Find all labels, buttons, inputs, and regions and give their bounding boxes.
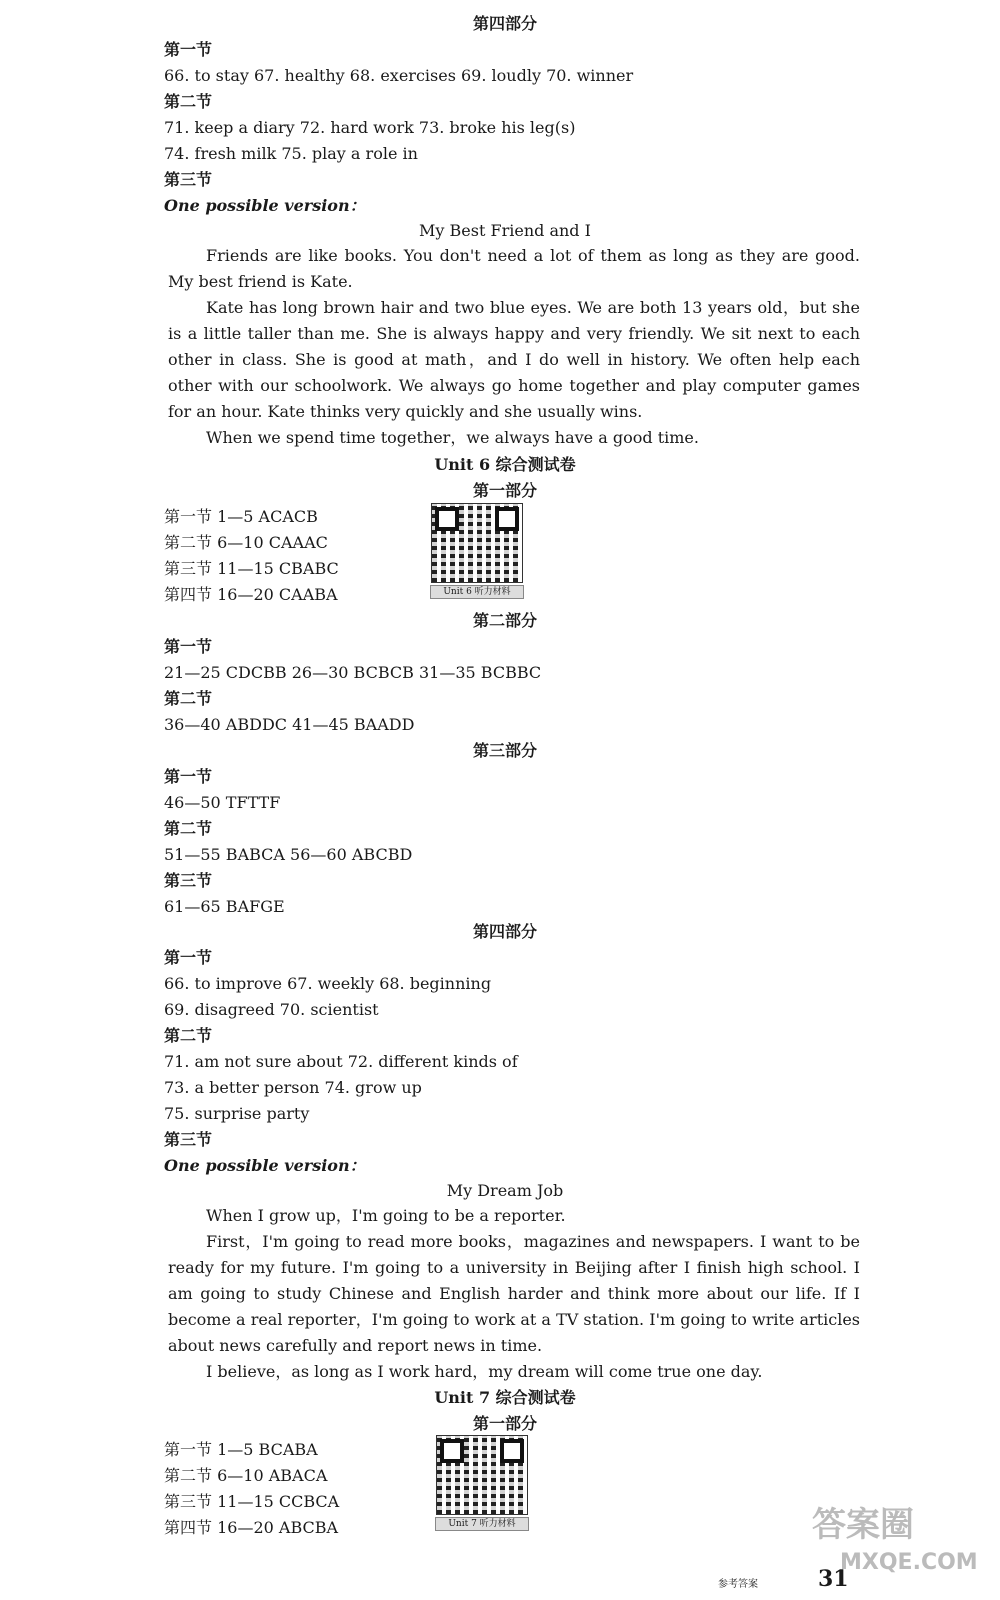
- section-heading: 第三部分: [472, 741, 537, 760]
- answer-line: 21—25 CDCBB 26—30 BCBCB 31—35 BCBBC: [164, 663, 542, 682]
- answer-line: 74. fresh milk 75. play a role in: [164, 144, 418, 163]
- answer-line: 71. keep a diary 72. hard work 73. broke his leg(s): [164, 118, 576, 137]
- answer-line: 75. surprise party: [164, 1104, 310, 1123]
- answer-line: 第四节 16—20 CAABA: [164, 585, 338, 604]
- answer-line: 66. to stay 67. healthy 68. exercises 69. loudly 70. winner: [164, 66, 634, 85]
- answer-line: 第三节 11—15 CCBCA: [164, 1492, 340, 1511]
- answer-line: 46—50 TFTTF: [164, 793, 281, 812]
- subsection-label: 第一节: [164, 767, 213, 786]
- subsection-label: 第三节: [164, 871, 213, 890]
- section-heading: 第一部分: [472, 481, 537, 500]
- answer-line: 61—65 BAFGE: [164, 897, 285, 916]
- unit-title: Unit 7 综合测试卷: [434, 1388, 576, 1407]
- answer-line: 73. a better person 74. grow up: [164, 1078, 422, 1097]
- subsection-label: 第一节: [164, 637, 213, 656]
- answer-line: 第一节 1—5 BCABA: [164, 1440, 318, 1459]
- page-number: 31: [818, 1566, 849, 1592]
- unit-title: Unit 6 综合测试卷: [434, 455, 576, 474]
- footer-label: 参考答案: [718, 1579, 758, 1590]
- section-heading: 第一部分: [472, 1414, 537, 1433]
- answer-line: 第三节 11—15 CBABC: [164, 559, 339, 578]
- subsection-label: 第二节: [164, 92, 213, 111]
- essay-title: My Dream Job: [446, 1181, 564, 1200]
- subsection-label: 第三节: [164, 170, 213, 189]
- qr-code[interactable]: [431, 503, 523, 583]
- section-heading: 第二部分: [472, 611, 537, 630]
- version-label: One possible version：: [164, 1156, 366, 1175]
- subsection-label: 第二节: [164, 1026, 213, 1045]
- qr-caption: Unit 6 听力材料: [430, 585, 524, 599]
- answer-line: 51—55 BABCA 56—60 ABCBD: [164, 845, 413, 864]
- section-heading: 第四部分: [472, 922, 537, 941]
- essay-paragraph: When I grow up，I'm going to be a reporter.: [206, 1206, 566, 1225]
- essay-paragraph: When we spend time together，we always have a good time.: [206, 428, 699, 447]
- essay-paragraph: First，I'm going to read more books，magazines and newspapers. I want to be ready for my future. I'm going to a university in Beijing after I finish high school. I am going to study Chinese and English harder and think more about our life. If I become a real reporter，I'm going to work at a TV station. I'm going to write articles about news carefully and report news in time.: [168, 1232, 860, 1355]
- section-heading: 第四部分: [472, 14, 537, 33]
- essay-paragraph: Kate has long brown hair and two blue eyes. We are both 13 years old，but she is a little taller than me. She is always happy and very friendly. We sit next to each other in class. She is good at math，and I do well in history. We often help each other with our schoolwork. We always go home together and play computer games for an hour. Kate thinks very quickly and she usually wins.: [168, 298, 860, 421]
- answer-line: 第二节 6—10 ABACA: [164, 1466, 328, 1485]
- answer-line: 第一节 1—5 ACACB: [164, 507, 318, 526]
- answer-line: 66. to improve 67. weekly 68. beginning: [164, 974, 492, 993]
- subsection-label: 第一节: [164, 948, 213, 967]
- subsection-label: 第二节: [164, 689, 213, 708]
- version-label: One possible version：: [164, 196, 366, 215]
- essay-paragraph: Friends are like books. You don't need a lot of them as long as they are good. My best friend is Kate.: [168, 246, 860, 291]
- subsection-label: 第三节: [164, 1130, 213, 1149]
- essay-paragraph: I believe，as long as I work hard，my dream will come true one day.: [206, 1362, 763, 1381]
- answer-line: 69. disagreed 70. scientist: [164, 1000, 379, 1019]
- qr-caption: Unit 7 听力材料: [435, 1517, 529, 1531]
- subsection-label: 第一节: [164, 40, 213, 59]
- watermark-url: MXQE.COM: [840, 1550, 978, 1575]
- answer-line: 第四节 16—20 ABCBA: [164, 1518, 339, 1537]
- answer-line: 36—40 ABDDC 41—45 BAADD: [164, 715, 415, 734]
- answer-line: 71. am not sure about 72. different kinds of: [164, 1052, 518, 1071]
- essay-title: My Best Friend and I: [419, 221, 591, 240]
- watermark-logo: 答案圈: [812, 1505, 914, 1545]
- subsection-label: 第二节: [164, 819, 213, 838]
- qr-code[interactable]: [436, 1435, 528, 1515]
- answer-line: 第二节 6—10 CAAAC: [164, 533, 328, 552]
